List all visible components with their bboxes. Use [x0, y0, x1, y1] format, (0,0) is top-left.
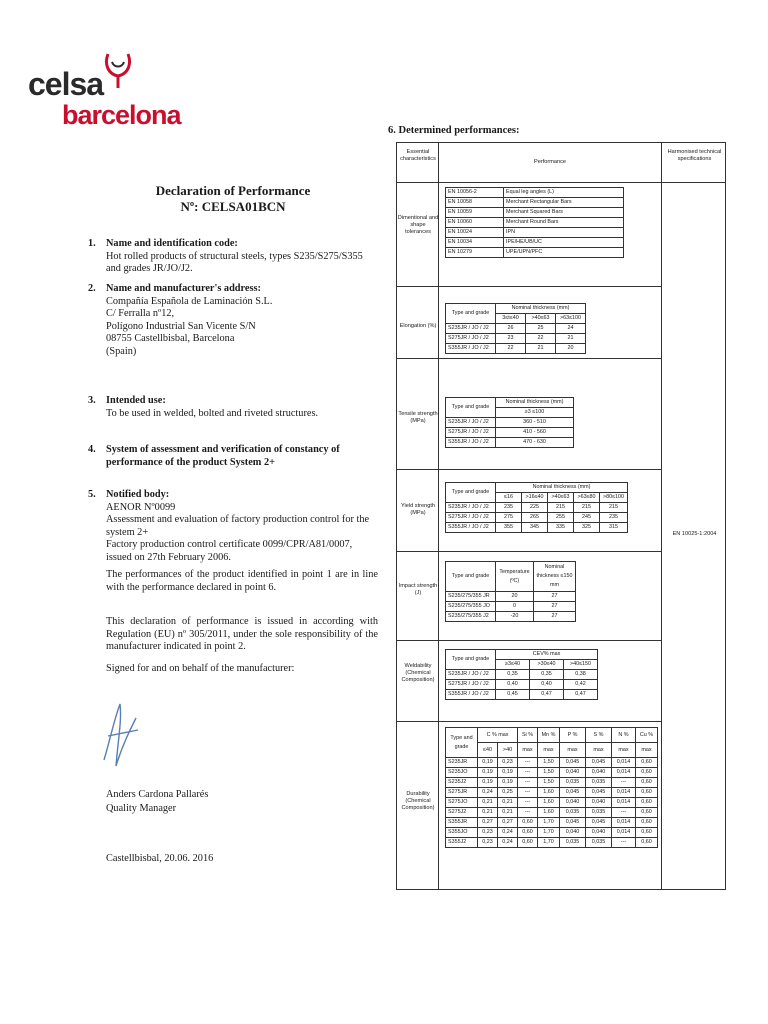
section-heading: Name and manufacturer's address:: [106, 283, 261, 294]
table-row: [446, 592, 576, 602]
header-essential: Essential characteristics: [400, 149, 436, 162]
table-row: [446, 438, 574, 448]
table-cell: UPE/UPN/PFC: [504, 248, 624, 258]
table-header: Type and grade: [446, 562, 496, 592]
table-cell: 23: [496, 334, 526, 344]
table-cell: S235JO: [446, 768, 478, 778]
table-cell: S355JR / JO / J2: [446, 438, 496, 448]
table-cell: 0,42: [564, 680, 598, 690]
table-cell: Merchant Rectangular Bars: [504, 198, 624, 208]
table-row: [446, 798, 658, 808]
table-cell: 0,19: [478, 768, 498, 778]
table-cell: 0,24: [498, 828, 518, 838]
table-cell: 215: [548, 503, 574, 513]
table-cell: 0,60: [636, 818, 658, 828]
table-row: [446, 670, 598, 680]
label-weldability: Weldability (Chemical Composition): [401, 663, 435, 683]
table-cell: 0,60: [636, 758, 658, 768]
table-cell: 0,60: [518, 838, 538, 848]
logo-word-barcelona: barcelona: [62, 100, 181, 130]
section-number: 2.: [88, 283, 96, 294]
table-cell: S275JR / JO / J2: [446, 428, 496, 438]
table-row: [446, 238, 624, 248]
row-divider: [397, 551, 661, 552]
table-cell: 0,60: [518, 818, 538, 828]
table-row: [446, 690, 598, 700]
table-cell: 0,045: [560, 818, 586, 828]
signer-name: Anders Cardona Pallarés: [106, 789, 209, 800]
table-row: [446, 188, 624, 198]
table-cell: 0,60: [636, 788, 658, 798]
table-cell: S355JR / JO / J2: [446, 690, 496, 700]
section-heading: Intended use:: [106, 395, 166, 406]
table-header: P %: [560, 728, 586, 743]
table-cell: S275JO: [446, 798, 478, 808]
table-header: >80≤100: [600, 493, 628, 503]
table-header: 3≤t≤40: [496, 314, 526, 324]
doc-number: Nº: CELSA01BCN: [180, 199, 286, 214]
table-row: [446, 788, 658, 798]
label-yield: Yield strength (MPa): [401, 503, 435, 516]
table-cell: S355J2: [446, 838, 478, 848]
table-cell: -20: [496, 612, 534, 622]
table-header: N %: [612, 728, 636, 743]
table-header: Nominal thickness (mm): [496, 304, 586, 314]
table-header: ≥3 ≤100: [496, 408, 574, 418]
dimensional-table: [445, 187, 624, 258]
table-cell: 0,40: [496, 680, 530, 690]
table-cell: S355JR: [446, 818, 478, 828]
section-body: Compañía Española de Laminación S.L. C/ Ferralla nº12, Polígono Industrial San Vicente S/N 08755 Castellbisbal, Barcelona (Spain): [106, 295, 273, 357]
table-cell: 0,035: [560, 808, 586, 818]
table-cell: 0,60: [636, 838, 658, 848]
table-cell: 0,24: [498, 838, 518, 848]
table-cell: 0,21: [498, 808, 518, 818]
table-cell: 0,014: [612, 788, 636, 798]
table-row: [446, 828, 658, 838]
section-1: [88, 238, 378, 276]
table-cell: ---: [518, 778, 538, 788]
table-cell: 0,014: [612, 828, 636, 838]
table-cell: 0,21: [478, 808, 498, 818]
header-harmonised: Harmonised technical specifications: [667, 149, 722, 162]
table-header: max: [518, 743, 538, 758]
table-cell: 1,50: [538, 758, 560, 768]
section-number: 5.: [88, 489, 96, 500]
table-cell: 410 - 560: [496, 428, 574, 438]
table-cell: 0,014: [612, 768, 636, 778]
table-cell: S235J2: [446, 778, 478, 788]
table-row: [446, 728, 658, 743]
table-header: Type and grade: [446, 650, 496, 670]
table-cell: 0,45: [496, 690, 530, 700]
table-cell: 0,60: [636, 798, 658, 808]
table-cell: 0,035: [586, 778, 612, 788]
table-cell: S235JR / JO / J2: [446, 503, 496, 513]
table-cell: S235/275/355 JO: [446, 602, 496, 612]
table-header: Temperature (ºC): [496, 562, 534, 592]
label-durability: Durability (Chemical Composition): [401, 791, 435, 811]
table-cell: 0,24: [478, 788, 498, 798]
table-header: max: [612, 743, 636, 758]
durability-rows: [446, 758, 658, 848]
table-cell: 215: [600, 503, 628, 513]
table-cell: EN 10024: [446, 228, 504, 238]
section-heading: Notified body:: [106, 489, 170, 500]
table-cell: EN 10056-2: [446, 188, 504, 198]
table-cell: S355JR / JO / J2: [446, 344, 496, 354]
tensile-table: [445, 397, 574, 448]
table-cell: 245: [574, 513, 600, 523]
table-cell: 22: [526, 334, 556, 344]
table-row: [446, 758, 658, 768]
table-header: Nominal thickness (mm): [496, 483, 628, 493]
table-cell: 0,60: [518, 828, 538, 838]
table-cell: ---: [612, 838, 636, 848]
table-header: >40≤63: [526, 314, 556, 324]
signer-role: Quality Manager: [106, 803, 177, 814]
table-cell: S275JR: [446, 788, 478, 798]
table-cell: 21: [556, 334, 586, 344]
table-row: [446, 483, 628, 493]
table-row: [446, 218, 624, 228]
table-cell: 265: [522, 513, 548, 523]
table-header: >40≤150: [564, 660, 598, 670]
table-cell: 235: [600, 513, 628, 523]
header-performance: Performance: [533, 159, 567, 165]
section-body: Hot rolled products of structural steels, types S235/S275/S355 and grades JR/JO/J2.: [106, 250, 363, 275]
table-cell: S275JR / JO / J2: [446, 513, 496, 523]
table-header: >40: [498, 743, 518, 758]
yield-table: [445, 482, 628, 533]
table-cell: ---: [518, 758, 538, 768]
table-row: [446, 304, 586, 314]
table-header: >40≤63: [548, 493, 574, 503]
table-header: Type and grade: [446, 398, 496, 418]
section-heading: Name and identification code:: [106, 238, 238, 249]
table-cell: ---: [518, 808, 538, 818]
table-row: [446, 562, 576, 592]
table-cell: 0,38: [564, 670, 598, 680]
label-elongation: Elongation (%): [399, 323, 437, 329]
table-row: [446, 428, 574, 438]
table-row: [446, 324, 586, 334]
logo-word-celsa: celsa: [28, 66, 104, 102]
table-cell: S235JR / JO / J2: [446, 670, 496, 680]
table-row: [446, 208, 624, 218]
table-cell: 0,035: [586, 808, 612, 818]
table-row: [446, 808, 658, 818]
table-row: [446, 838, 658, 848]
weldability-table: [445, 649, 598, 700]
table-cell: EN 10060: [446, 218, 504, 228]
col-divider: [661, 143, 662, 889]
section-number: 1.: [88, 238, 96, 249]
table-cell: ---: [518, 788, 538, 798]
table-cell: 0,23: [478, 838, 498, 848]
table-cell: EN 10279: [446, 248, 504, 258]
table-cell: ---: [518, 798, 538, 808]
table-cell: 360 - 510: [496, 418, 574, 428]
table-cell: 0,045: [586, 758, 612, 768]
table-cell: EN 10058: [446, 198, 504, 208]
table-cell: 25: [526, 324, 556, 334]
table-cell: S235/275/355 J2: [446, 612, 496, 622]
table-header: >63≤100: [556, 314, 586, 324]
table-row: [446, 198, 624, 208]
table-cell: 0,040: [560, 828, 586, 838]
table-cell: S235JR: [446, 758, 478, 768]
table-cell: 27: [534, 592, 576, 602]
table-cell: 0,045: [586, 818, 612, 828]
table-cell: 0,27: [478, 818, 498, 828]
table-cell: 0,19: [498, 778, 518, 788]
table-cell: 0,040: [586, 798, 612, 808]
table-cell: 255: [548, 513, 574, 523]
table-header: Type and grade: [446, 728, 478, 758]
table-cell: S275J2: [446, 808, 478, 818]
impact-table: [445, 561, 576, 622]
section-heading: System of assessment and verification of constancy of performance of the product System 2+: [106, 444, 340, 468]
table-cell: 1,70: [538, 818, 560, 828]
section-3: [88, 395, 378, 420]
place-date: Castellbisbal, 20.06. 2016: [106, 853, 214, 864]
table-cell: 0,045: [586, 788, 612, 798]
doc-title: Declaration of Performance: [155, 183, 311, 198]
table-cell: 0,045: [560, 758, 586, 768]
table-header: Si %: [518, 728, 538, 743]
table-cell: 0,60: [636, 808, 658, 818]
table-cell: 1,70: [538, 828, 560, 838]
table-row: [446, 523, 628, 533]
table-cell: S355JR / JO / J2: [446, 523, 496, 533]
table-header: Nominal thickness (mm): [496, 398, 574, 408]
table-header: >16≤40: [522, 493, 548, 503]
table-row: [446, 248, 624, 258]
table-cell: 0,040: [586, 828, 612, 838]
table-header: Cu %: [636, 728, 658, 743]
section-5: [88, 489, 378, 565]
table-cell: 215: [574, 503, 600, 513]
table-cell: 0,19: [498, 768, 518, 778]
table-row: [446, 602, 576, 612]
table-row: [446, 418, 574, 428]
table-cell: 27: [534, 612, 576, 622]
label-tensile: Tensile strength (MPa): [398, 411, 438, 424]
section-body: AENOR Nº0099 Assessment and evaluation of factory production control for the system 2+ Factory production control certificate 0099/CPR/A81/0007, issued on 27th February 2006.: [106, 501, 370, 563]
table-cell: 0,27: [498, 818, 518, 828]
table-cell: 1,60: [538, 808, 560, 818]
wine-glass-icon: [100, 52, 136, 92]
table-cell: 0,045: [560, 788, 586, 798]
table-cell: EN 10059: [446, 208, 504, 218]
table-cell: 26: [496, 324, 526, 334]
table-header: Type and grade: [446, 483, 496, 503]
table-header: CEV% max: [496, 650, 598, 660]
section-6-title: 6. Determined performances:: [388, 125, 520, 136]
table-cell: IPN: [504, 228, 624, 238]
table-cell: 0,21: [478, 798, 498, 808]
table-cell: 0,035: [560, 778, 586, 788]
table-cell: 0,23: [478, 828, 498, 838]
table-cell: 0,35: [496, 670, 530, 680]
section-number: 4.: [88, 444, 96, 455]
table-cell: 335: [548, 523, 574, 533]
signature-image: [100, 700, 140, 772]
section-number: 3.: [88, 395, 96, 406]
table-cell: 0,014: [612, 798, 636, 808]
table-row: [446, 228, 624, 238]
table-header: Nominal thickness ≤150 mm: [534, 562, 576, 592]
table-row: [446, 344, 586, 354]
row-divider: [397, 721, 661, 722]
table-cell: S275JR / JO / J2: [446, 680, 496, 690]
table-header: >30≤40: [530, 660, 564, 670]
signed-on-behalf: Signed for and on behalf of the manufacturer:: [106, 663, 295, 674]
table-cell: 0,47: [564, 690, 598, 700]
table-row: [446, 398, 574, 408]
table-cell: 27: [534, 602, 576, 612]
performance-statement: The performances of the product identified in point 1 are in line with the performance declared in point 6.: [106, 569, 378, 593]
table-header: max: [560, 743, 586, 758]
table-header: C % max: [478, 728, 518, 743]
table-header: max: [586, 743, 612, 758]
table-row: [446, 768, 658, 778]
table-cell: 20: [496, 592, 534, 602]
table-header: Type and grade: [446, 304, 496, 324]
elongation-table: [445, 303, 586, 354]
table-row: [446, 778, 658, 788]
table-header: ≤16: [496, 493, 522, 503]
label-dimensional: Dimentional and shape tolerances: [397, 215, 439, 235]
durability-table: [445, 727, 658, 848]
table-cell: ---: [518, 768, 538, 778]
table-cell: 470 - 630: [496, 438, 574, 448]
label-impact: Impact strength (J): [398, 583, 438, 596]
table-row: [446, 818, 658, 828]
table-cell: 0,60: [636, 768, 658, 778]
table-cell: 0,035: [586, 838, 612, 848]
table-row: [446, 612, 576, 622]
table-row: [446, 680, 598, 690]
table-cell: 20: [556, 344, 586, 354]
table-cell: 0,35: [530, 670, 564, 680]
table-cell: 345: [522, 523, 548, 533]
table-cell: 275: [496, 513, 522, 523]
row-divider: [397, 640, 661, 641]
table-cell: Merchant Squared Bars: [504, 208, 624, 218]
company-logo: [28, 52, 181, 142]
table-cell: 0,19: [478, 758, 498, 768]
table-cell: ---: [612, 778, 636, 788]
table-cell: 355: [496, 523, 522, 533]
table-row: [446, 650, 598, 660]
table-cell: 0,040: [586, 768, 612, 778]
section-4: [88, 444, 378, 469]
row-divider: [397, 286, 661, 287]
table-header: ≤40: [478, 743, 498, 758]
table-cell: Merchant Round Bars: [504, 218, 624, 228]
table-cell: 1,60: [538, 798, 560, 808]
table-row: [446, 503, 628, 513]
table-cell: S355JO: [446, 828, 478, 838]
table-cell: 0,014: [612, 818, 636, 828]
table-header: max: [538, 743, 560, 758]
table-cell: 0,47: [530, 690, 564, 700]
row-divider: [397, 469, 661, 470]
table-cell: 225: [522, 503, 548, 513]
table-header: >63≤80: [574, 493, 600, 503]
table-cell: Equal leg angles (L): [504, 188, 624, 198]
table-cell: S235/275/355 JR: [446, 592, 496, 602]
section-2: [88, 283, 378, 359]
table-cell: 0,23: [498, 758, 518, 768]
performance-table: [396, 142, 726, 890]
table-cell: ---: [612, 808, 636, 818]
table-cell: 0,035: [560, 838, 586, 848]
row-divider: [397, 358, 661, 359]
table-row: [446, 513, 628, 523]
table-cell: EN 10034: [446, 238, 504, 248]
table-cell: 0,040: [560, 768, 586, 778]
table-cell: 0,40: [530, 680, 564, 690]
table-cell: IPE/HE/UB/UC: [504, 238, 624, 248]
table-cell: S275JR / JO / J2: [446, 334, 496, 344]
table-cell: 1,70: [538, 838, 560, 848]
table-row: [446, 743, 658, 758]
table-cell: 315: [600, 523, 628, 533]
table-header: ≥3≤40: [496, 660, 530, 670]
table-cell: 0,25: [498, 788, 518, 798]
table-cell: S235JR / JO / J2: [446, 324, 496, 334]
table-cell: 0,014: [612, 758, 636, 768]
table-cell: 325: [574, 523, 600, 533]
table-header: max: [636, 743, 658, 758]
table-cell: 22: [496, 344, 526, 354]
table-cell: 1,50: [538, 768, 560, 778]
table-cell: 235: [496, 503, 522, 513]
table-cell: 0,040: [560, 798, 586, 808]
regulation-statement: This declaration of performance is issued in according with Regulation (EU) nº 305/2011, under the sole responsibility of the manufacturer indicated in point 2.: [106, 616, 378, 653]
table-cell: 1,50: [538, 778, 560, 788]
table-cell: 0,60: [636, 778, 658, 788]
table-header: Mn %: [538, 728, 560, 743]
harmonised-standard: EN 10025-1:2004: [672, 531, 717, 537]
table-row: [446, 334, 586, 344]
table-cell: 1,60: [538, 788, 560, 798]
table-cell: 24: [556, 324, 586, 334]
table-cell: 0: [496, 602, 534, 612]
table-cell: 21: [526, 344, 556, 354]
table-cell: S235JR / JO / J2: [446, 418, 496, 428]
section-body: To be used in welded, bolted and riveted structures.: [106, 407, 319, 419]
table-cell: 0,60: [636, 828, 658, 838]
table-cell: 0,19: [478, 778, 498, 788]
table-cell: 0,21: [498, 798, 518, 808]
table-header: S %: [586, 728, 612, 743]
